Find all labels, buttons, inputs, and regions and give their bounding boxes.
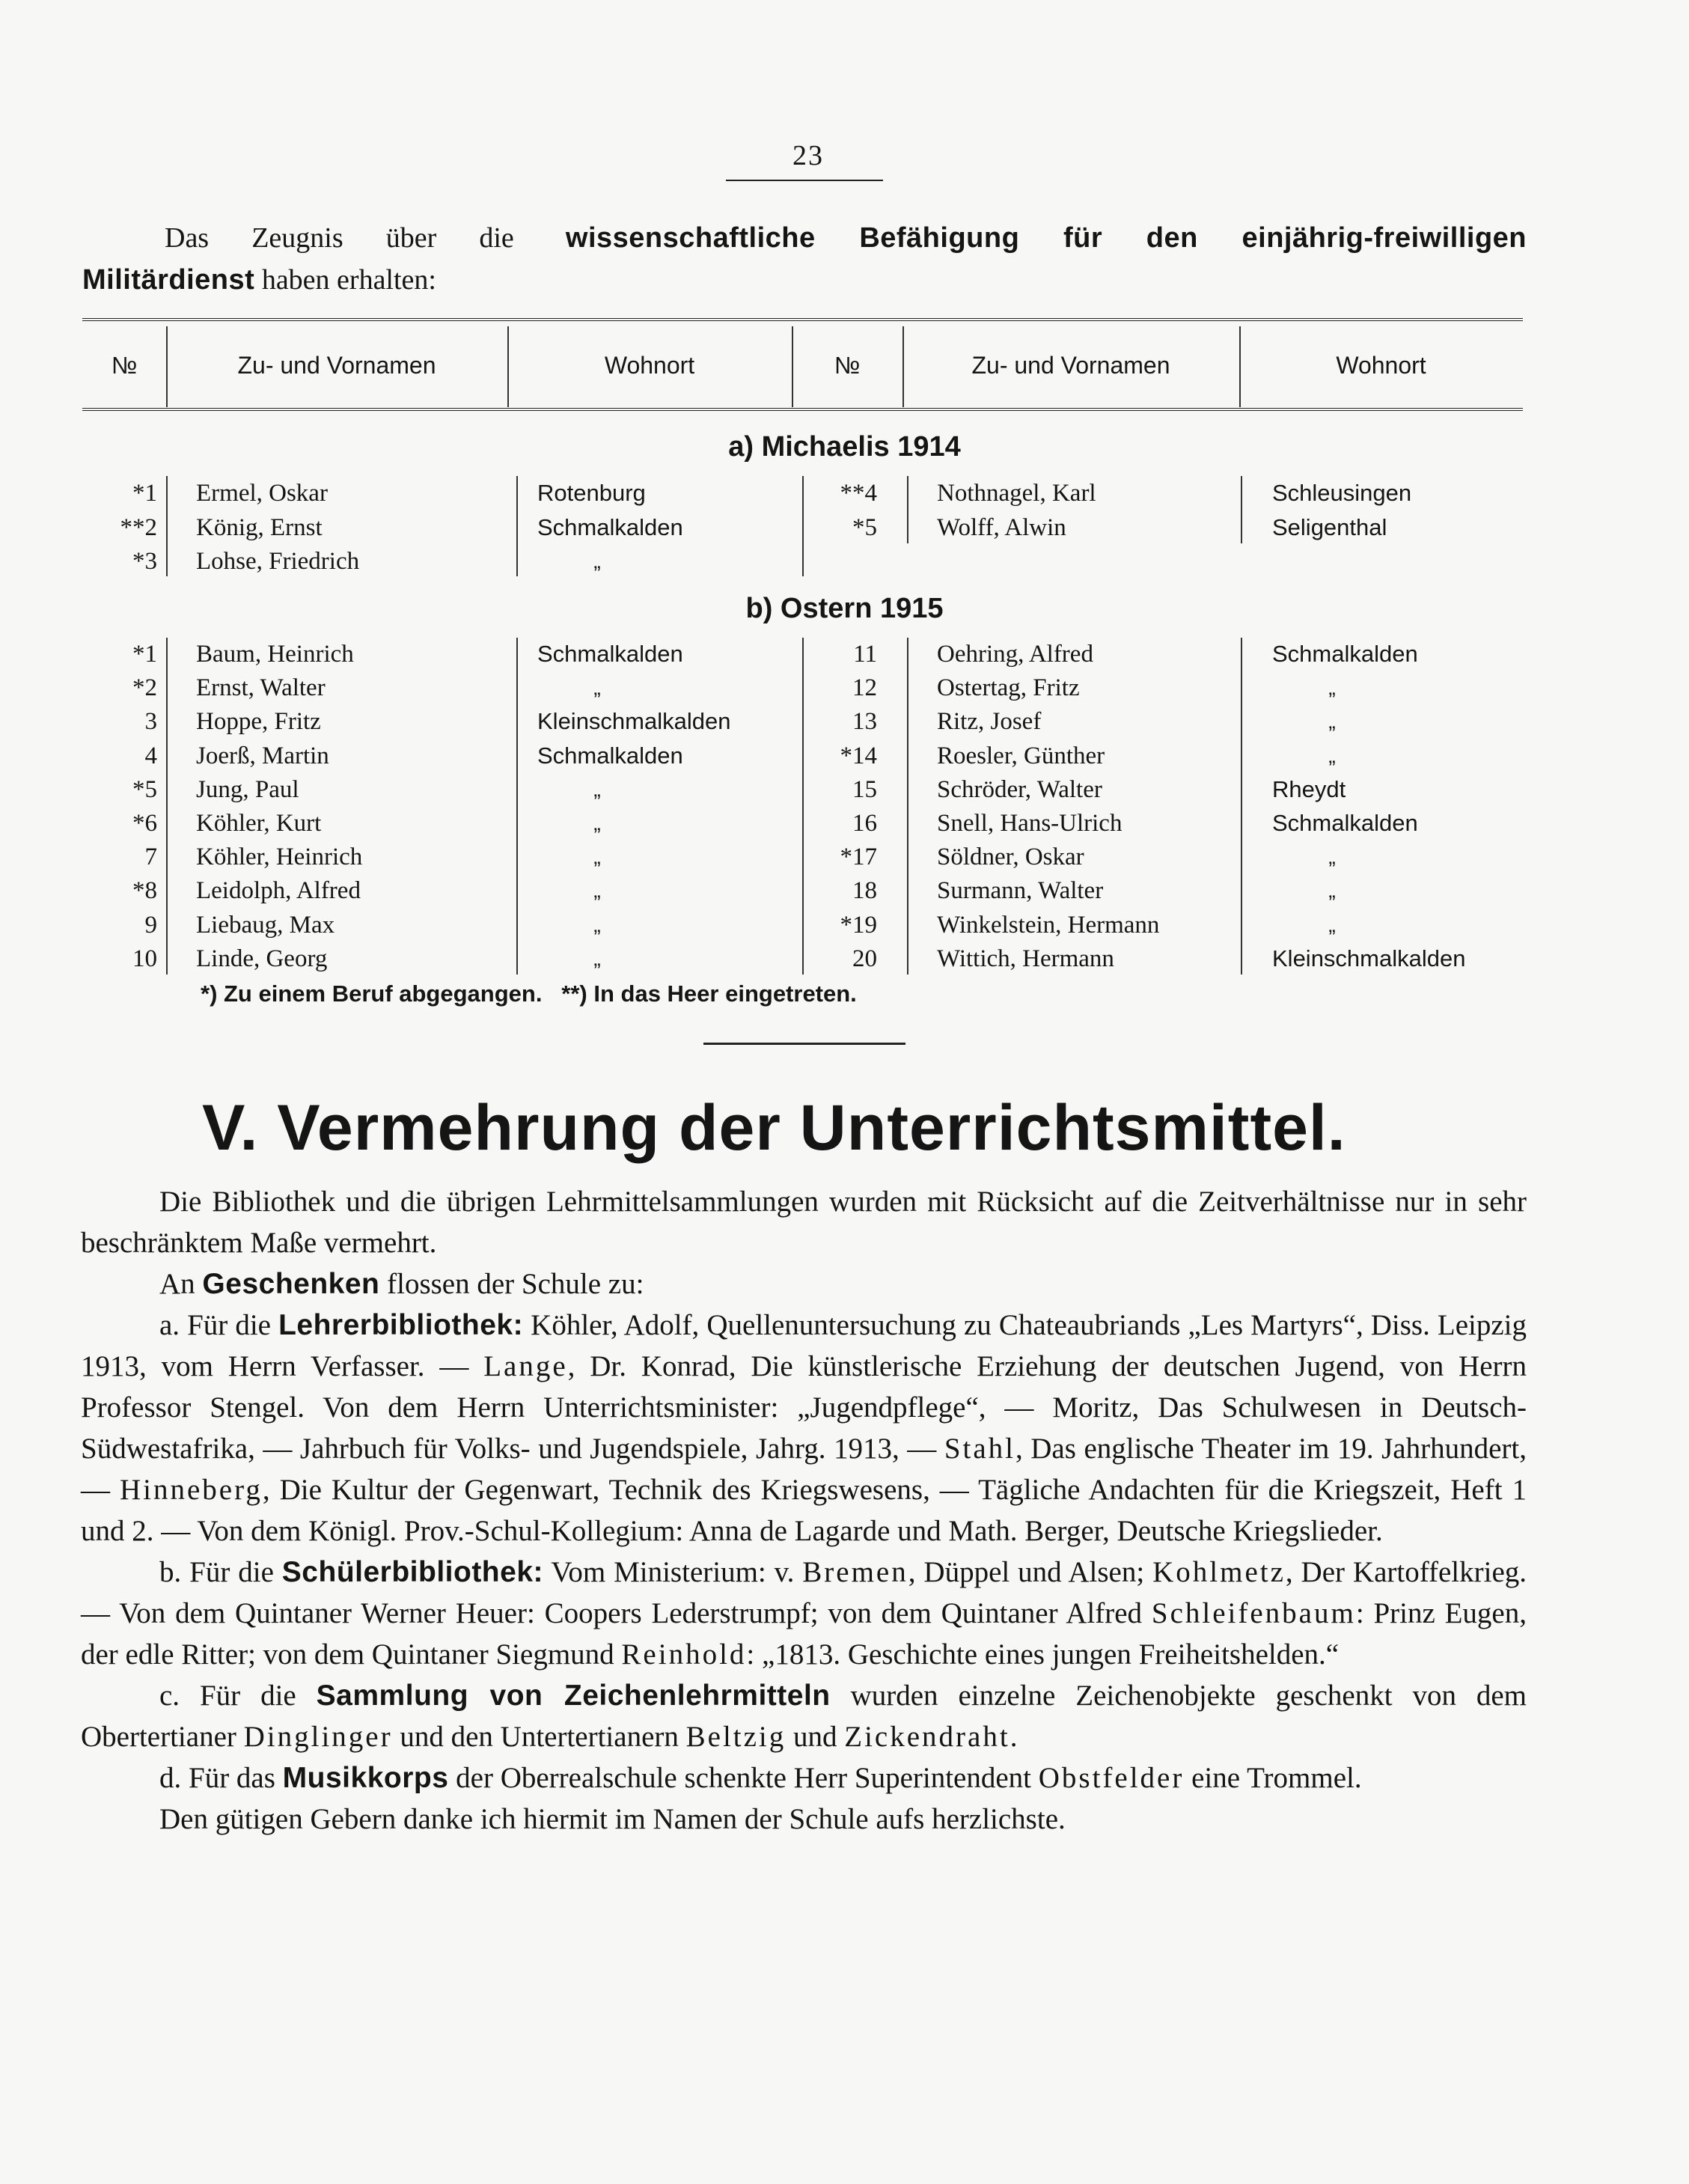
column-divider [166, 638, 168, 974]
intro-bold-heading: wissenschaftliche Befähigung für den einjährig-freiwilligen [565, 222, 1527, 254]
row-name: Leidolph, Alfred [196, 877, 361, 905]
row-place: Schleusingen [1272, 480, 1412, 506]
row-number: *1 [132, 480, 157, 507]
row-place: „ [593, 912, 601, 936]
page-number: 23 [792, 140, 824, 171]
paragraph-music-corps: d. Für das Musikkorps der Oberrealschule schenkte Herr Superintendent Obstfelder eine Trommel. [159, 1762, 1362, 1794]
row-number: *6 [132, 810, 157, 837]
row-place: „ [593, 777, 601, 801]
row-place: Schmalkalden [1272, 641, 1418, 667]
row-name: Ermel, Oskar [196, 480, 328, 507]
page-number-rule [726, 180, 883, 181]
section-heading-michaelis: a) Michaelis 1914 [728, 431, 961, 463]
row-number: *2 [132, 674, 157, 702]
row-number: 9 [144, 911, 157, 939]
table-top-rule [82, 318, 1523, 321]
row-place: „ [593, 811, 601, 835]
row-place: Kleinschmalkalden [537, 708, 731, 735]
row-place: „ [593, 676, 601, 700]
row-number: 4 [144, 742, 157, 769]
column-divider [907, 476, 908, 543]
row-place: Schmalkalden [537, 641, 683, 667]
column-divider [1241, 476, 1242, 543]
section-heading-ostern: b) Ostern 1915 [745, 593, 944, 624]
paragraph-drawing-collection: c. Für die Sammlung von Zeichenlehrmitteln wurden einzelne Zeichenobjekte geschenkt von dem Obertertianer Dinglinger und den Untertertianern Beltzig und Zickendraht. [81, 1680, 1527, 1753]
header-name-left: Zu- und Vornamen [237, 352, 436, 379]
row-number: 11 [853, 641, 877, 668]
column-divider [516, 638, 518, 974]
row-name: Hoppe, Fritz [196, 708, 321, 736]
row-name: Ernst, Walter [196, 674, 326, 702]
row-number: *19 [840, 911, 877, 939]
row-name: Linde, Georg [196, 945, 328, 972]
row-name: Liebaug, Max [196, 911, 335, 939]
row-number: *14 [840, 742, 877, 769]
row-name: Ritz, Josef [937, 708, 1042, 736]
row-name: Joerß, Martin [196, 742, 329, 769]
row-number: 20 [852, 945, 877, 972]
row-place: „ [1328, 743, 1336, 767]
row-place: Schmalkalden [537, 742, 683, 769]
header-place-right: Wohnort [1336, 352, 1426, 379]
row-number: *17 [840, 844, 877, 871]
row-place: „ [593, 946, 601, 970]
column-divider [907, 638, 908, 974]
row-name: Winkelstein, Hermann [937, 911, 1160, 939]
paragraph-gifts: An Geschenken flossen der Schule zu: [159, 1268, 644, 1300]
paragraph-intro: Die Bibliothek und die übrigen Lehrmittelsammlungen wurden mit Rücksicht auf die Zeitverhältnisse nur in sehr beschränktem Maße vermehrt. [81, 1186, 1527, 1259]
row-number: 16 [852, 810, 877, 837]
row-name: Roesler, Günther [937, 742, 1105, 769]
row-place: Rotenburg [537, 480, 646, 506]
row-number: 15 [852, 775, 877, 803]
row-number: *3 [132, 548, 157, 575]
row-number: *8 [132, 877, 157, 905]
row-number: **4 [840, 480, 877, 507]
row-name: Söldner, Oskar [937, 844, 1084, 871]
intro-line-1: Das Zeugnis über die wissenschaftliche Befähigung für den einjährig-freiwilligen [165, 222, 1527, 254]
row-place: „ [593, 845, 601, 869]
row-place: Schmalkalden [537, 513, 683, 540]
row-name: König, Ernst [196, 513, 323, 541]
row-name: Wolff, Alwin [937, 513, 1066, 541]
header-number-right: № [834, 352, 861, 379]
paragraph-closing: Den gütigen Gebern danke ich hiermit im Namen der Schule aufs herzlichste. [159, 1803, 1066, 1835]
row-name: Baum, Heinrich [196, 641, 354, 668]
row-place: „ [593, 879, 601, 903]
row-number: 12 [852, 674, 877, 702]
row-name: Jung, Paul [196, 775, 299, 803]
paragraph-teacher-library: a. Für die Lehrerbibliothek: Köhler, Adolf, Quellenuntersuchung zu Chateaubriands „Les Martyrs“, Diss. Leipzig 1913, vom Herrn Verfasser. — Lange, Dr. Konrad, Die künstlerische Erziehung der deutschen Jugend, von Herrn Professor Stengel. Von dem Herrn Unterrichtsminister: „Jugendpflege“, — Moritz, Das Schulwesen in Deutsch-Südwestafrika, — Jahrbuch für Volks- und Jugendspiele, Jahrg. 1913, — Stahl, Das englische Theater im 19. Jahrhundert, — Hinneberg, Die Kultur der Gegenwart, Technik des Kriegswesens, — Tägliche Andachten für die Kriegszeit, Heft 1 und 2. — Von dem Königl. Prov.-Schul-Kollegium: Anna de Lagarde und Math. Berger, Deutsche Kriegslieder. [81, 1309, 1527, 1547]
column-divider [166, 476, 168, 576]
section-divider-rule [703, 1043, 905, 1045]
row-place: Seligenthal [1272, 513, 1387, 540]
row-name: Surmann, Walter [937, 877, 1104, 905]
row-number: *5 [852, 513, 877, 541]
table-footnote: *) Zu einem Beruf abgegangen. **) In das Heer eingetreten. [201, 980, 857, 1007]
row-number: 7 [144, 844, 157, 871]
column-divider [516, 476, 518, 576]
chapter-title: V. Vermehrung der Unterrichtsmittel. [202, 1092, 1346, 1164]
row-place: „ [1328, 676, 1336, 700]
row-name: Ostertag, Fritz [937, 674, 1080, 702]
row-number: 13 [852, 708, 877, 736]
row-name: Snell, Hans-Ulrich [937, 810, 1123, 837]
row-name: Schröder, Walter [937, 775, 1102, 803]
row-name: Köhler, Kurt [196, 810, 322, 837]
row-place: Schmalkalden [1272, 810, 1418, 836]
row-place: Kleinschmalkalden [1272, 945, 1466, 971]
chapter-body [81, 1181, 1527, 1840]
row-name: Nothnagel, Karl [937, 480, 1096, 507]
header-place-left: Wohnort [604, 352, 695, 379]
row-place: „ [1328, 912, 1336, 936]
row-place: „ [1328, 710, 1336, 733]
row-place: „ [593, 549, 601, 573]
row-number: 3 [144, 708, 157, 736]
row-place: Rheydt [1272, 775, 1346, 802]
row-place: „ [1328, 879, 1336, 903]
row-number: *1 [132, 641, 157, 668]
row-number: 10 [132, 945, 157, 972]
row-number: 18 [852, 877, 877, 905]
column-divider [1241, 638, 1242, 974]
row-name: Köhler, Heinrich [196, 844, 363, 871]
row-name: Wittich, Hermann [937, 945, 1114, 972]
row-place: „ [1328, 845, 1336, 869]
paragraph-student-library: b. Für die Schülerbibliothek: Vom Ministerium: v. Bremen, Düppel und Alsen; Kohlmetz, Der Kartoffelkrieg. — Von dem Quintaner Werner Heuer: Coopers Lederstrumpf; von dem Quintaner Alfred Schleifenbaum: Prinz Eugen, der edle Ritter; von dem Quintaner Siegmund Reinhold: „1813. Geschichte eines jungen Freiheitshelden.“ [81, 1556, 1527, 1671]
intro-line-2: Militärdienst haben erhalten: [82, 264, 436, 296]
header-name-right: Zu- und Vornamen [971, 352, 1170, 379]
row-number: **2 [120, 513, 157, 541]
row-number: *5 [132, 775, 157, 803]
header-number-left: № [111, 352, 138, 379]
table-header-rule [82, 408, 1523, 411]
row-name: Oehring, Alfred [937, 641, 1093, 668]
row-name: Lohse, Friedrich [196, 548, 360, 575]
